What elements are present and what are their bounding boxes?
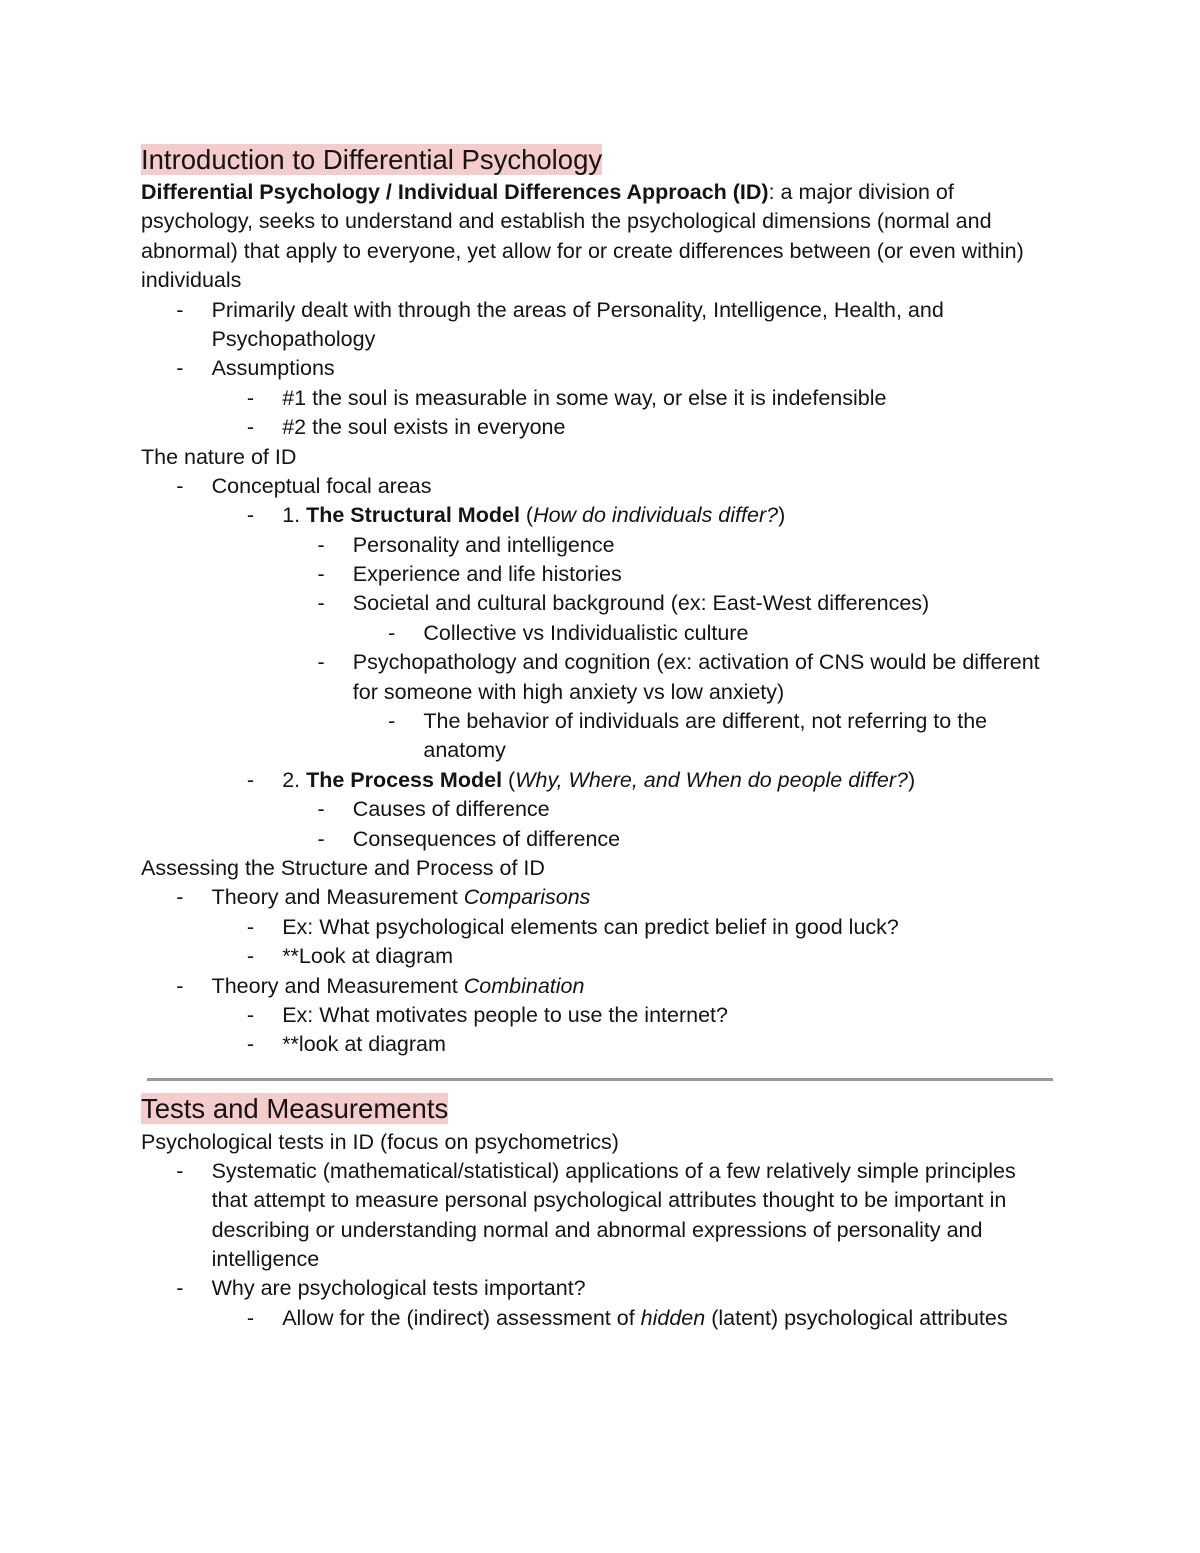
section-heading — [141, 142, 1058, 178]
list-item — [141, 1030, 1058, 1059]
dash-bullet: - — [317, 797, 325, 822]
paragraph — [141, 443, 1058, 472]
list-item-text: Personality and intelligence — [352, 532, 615, 557]
list-item-text: Consequences of difference — [352, 826, 621, 851]
list-item-text: Experience and life histories — [352, 562, 622, 587]
list-item-text: Collective vs Individualistic culture — [423, 620, 749, 645]
bold-term: Differential Psychology / Individual Differences Approach (ID) — [141, 180, 769, 204]
label-text: Theory and Measurement — [211, 973, 464, 998]
dash-bullet: - — [246, 767, 255, 792]
list-item — [141, 766, 1058, 795]
list-item — [141, 942, 1058, 971]
list-item — [141, 384, 1058, 413]
dash-bullet: - — [388, 620, 396, 645]
list-item — [141, 707, 1058, 766]
dash-bullet: - — [246, 385, 255, 410]
list-item — [141, 825, 1058, 854]
list-item-text — [212, 972, 1058, 1001]
dash-bullet: - — [176, 356, 184, 381]
list-item-text: **Look at diagram — [282, 944, 454, 969]
list-item-text: Causes of difference — [352, 797, 550, 822]
list-item-text: Psychopathology and cognition (ex: activation of CNS would be different — [352, 650, 1040, 675]
list-item-text: describing or understanding normal and abnormal expressions of personality and — [211, 1217, 983, 1242]
paren-close: ) — [778, 503, 786, 528]
paragraph — [141, 1128, 1058, 1157]
list-item — [141, 648, 1058, 707]
list-item-text: Psychopathology — [211, 326, 376, 351]
paren-open: ( — [502, 767, 516, 792]
section-introduction — [141, 142, 1058, 1060]
dash-bullet: - — [388, 709, 396, 734]
list-item-text: Ex: What motivates people to use the internet? — [282, 1002, 728, 1027]
dash-bullet: - — [176, 297, 184, 322]
item-number: 1. — [282, 503, 307, 528]
item-number: 2. — [282, 767, 307, 792]
list-item — [141, 1157, 1058, 1275]
list-item — [141, 1274, 1058, 1303]
dash-bullet: - — [246, 1305, 255, 1330]
list-item-text — [282, 501, 1058, 530]
italic-text: Combination — [463, 973, 585, 998]
list-item-text — [212, 883, 1058, 912]
section-heading — [141, 1090, 1058, 1128]
paren-open: ( — [519, 503, 534, 528]
list-item-text: that attempt to measure personal psychological attributes thought to be important in — [211, 1188, 1007, 1213]
answer-text: (latent) psychological attributes — [705, 1305, 1008, 1330]
list-item — [141, 472, 1058, 501]
list-item-text: intelligence — [211, 1247, 320, 1272]
list-item-text: **look at diagram — [282, 1032, 446, 1057]
paragraph-line: individuals — [141, 268, 242, 293]
bold-term: The Process Model — [306, 767, 503, 792]
list-item-text: #2 the soul exists in everyone — [282, 415, 566, 440]
paragraph-line — [141, 178, 1058, 207]
list-item-text: Conceptual focal areas — [211, 473, 432, 498]
horizontal-divider — [147, 1078, 1053, 1081]
list-item — [141, 972, 1058, 1001]
list-item — [141, 296, 1058, 355]
dash-bullet: - — [246, 914, 255, 939]
list-item-text — [282, 1304, 1058, 1333]
list-item-text: Assumptions — [211, 356, 335, 381]
dash-bullet: - — [246, 415, 255, 440]
definition-text: : a major division of — [768, 180, 954, 204]
list-item — [141, 619, 1058, 648]
dash-bullet: - — [246, 944, 255, 969]
list-item-text: Primarily dealt with through the areas of Personality, Intelligence, Health, and — [211, 297, 944, 322]
dash-bullet: - — [176, 885, 184, 910]
dash-bullet: - — [176, 473, 184, 498]
list-item-text — [282, 766, 1058, 795]
list-item-text: Systematic (mathematical/statistical) applications of a few relatively simple principles — [211, 1158, 1016, 1183]
list-item — [141, 913, 1058, 942]
list-item-text: anatomy — [423, 738, 506, 763]
italic-text: hidden — [640, 1305, 706, 1330]
list-item — [141, 589, 1058, 618]
dash-bullet: - — [246, 503, 255, 528]
dash-bullet: - — [317, 650, 325, 675]
list-item — [141, 413, 1058, 442]
dash-bullet: - — [317, 532, 325, 557]
list-item — [141, 1304, 1058, 1333]
list-item-text: Why are psychological tests important? — [211, 1276, 586, 1301]
dash-bullet: - — [176, 973, 184, 998]
list-item-text: for someone with high anxiety vs low anxiety) — [352, 679, 785, 704]
paragraph-line: Assessing the Structure and Process of ID — [141, 855, 545, 880]
paren-close: ) — [907, 767, 916, 792]
italic-text: Comparisons — [463, 885, 591, 910]
list-item — [141, 1001, 1058, 1030]
list-item-text: Societal and cultural background (ex: East-West differences) — [352, 591, 930, 616]
list-item — [141, 560, 1058, 589]
answer-text: Allow for the (indirect) assessment of — [282, 1305, 641, 1330]
list-item — [141, 501, 1058, 530]
italic-text: How do individuals differ? — [533, 503, 779, 528]
dash-bullet: - — [317, 562, 325, 587]
paragraph — [141, 854, 1058, 883]
dash-bullet: - — [246, 1002, 255, 1027]
italic-text: Why, Where, and When do people differ? — [515, 767, 908, 792]
bold-term: The Structural Model — [306, 503, 520, 528]
definition-paragraph — [141, 178, 1058, 296]
dash-bullet: - — [317, 591, 325, 616]
list-item — [141, 883, 1058, 912]
dash-bullet: - — [317, 826, 325, 851]
heading-highlight: Introduction to Differential Psychology — [141, 144, 603, 175]
paragraph-line: abnormal) that apply to everyone, yet allow for or create differences between (or even within) — [141, 238, 1024, 263]
dash-bullet: - — [176, 1158, 184, 1183]
dash-bullet: - — [176, 1276, 184, 1301]
label-text: Theory and Measurement — [211, 885, 464, 910]
list-item — [141, 531, 1058, 560]
paragraph-line: The nature of ID — [141, 444, 297, 469]
heading-highlight: Tests and Measurements — [141, 1093, 449, 1124]
list-item — [141, 354, 1058, 383]
dash-bullet: - — [246, 1032, 255, 1057]
section-tests — [141, 1090, 1058, 1333]
list-item — [141, 795, 1058, 824]
list-item-text: Ex: What psychological elements can predict belief in good luck? — [282, 914, 899, 939]
paragraph-line: Psychological tests in ID (focus on psychometrics) — [141, 1129, 619, 1154]
list-item-text: The behavior of individuals are different, not referring to the — [423, 709, 988, 734]
list-item-text: #1 the soul is measurable in some way, or else it is indefensible — [282, 385, 887, 410]
paragraph-line: psychology, seeks to understand and establish the psychological dimensions (normal and — [141, 209, 992, 234]
